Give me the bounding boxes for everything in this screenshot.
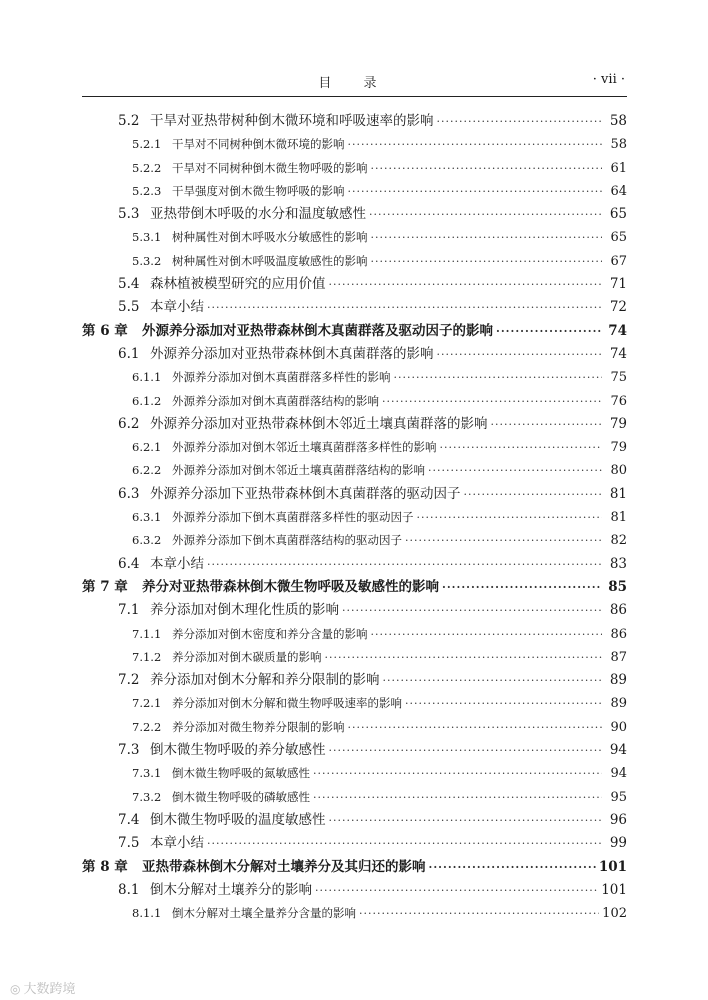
entry-title: 倒木分解对土壤养分的影响: [150, 881, 312, 898]
entry-page-number: 65: [609, 206, 627, 223]
entry-title: 外源养分添加对倒木真菌群落结构的影响: [172, 393, 379, 408]
entry-page-number: 79: [610, 440, 627, 456]
dot-leader: [329, 739, 603, 762]
entry-number: 7.2.2: [132, 719, 162, 734]
entry-page-number: 96: [609, 811, 627, 828]
entry-page-number: 61: [610, 160, 627, 176]
entry-number: 第 7 章: [82, 578, 128, 595]
dot-leader: [442, 576, 602, 599]
entry-number: 6.2.2: [132, 463, 162, 478]
entry-page-number: 86: [610, 626, 627, 642]
page-number-label: · vii ·: [592, 72, 625, 87]
entry-title: 倒木微生物呼吸的养分敏感性: [150, 742, 326, 759]
dot-leader: [496, 320, 602, 343]
dot-leader: [329, 273, 603, 296]
dot-leader: [428, 459, 602, 482]
toc-entry[interactable]: [82, 390, 627, 413]
entry-page-number: 58: [610, 137, 627, 153]
toc-entry[interactable]: [82, 646, 627, 669]
entry-number: 5.3.2: [132, 253, 162, 268]
entry-number: 第 8 章: [82, 858, 128, 875]
toc-entry[interactable]: [82, 273, 627, 296]
entry-number: 5.3: [118, 206, 140, 223]
dot-leader: [371, 250, 603, 273]
entry-number: 6.1: [118, 345, 140, 362]
toc-chapter-entry[interactable]: [82, 856, 627, 879]
toc-entry[interactable]: [82, 762, 627, 785]
entry-title: 养分添加对倒木碳质量的影响: [172, 649, 322, 664]
toc-entry[interactable]: [82, 623, 627, 646]
dot-leader: [348, 180, 603, 203]
dot-leader: [329, 809, 603, 832]
entry-title: 森林植被模型研究的应用价值: [150, 276, 326, 293]
entry-page-number: 99: [609, 835, 627, 852]
entry-number: 6.3.2: [132, 533, 162, 548]
entry-page-number: 79: [609, 415, 627, 432]
weibo-icon: ◎: [10, 982, 21, 996]
dot-leader: [371, 226, 603, 249]
toc-entry[interactable]: [82, 692, 627, 715]
dot-leader: [417, 506, 603, 529]
dot-leader: [315, 879, 598, 902]
entry-title: 外源养分添加对亚热带森林倒木邻近土壤真菌群落的影响: [150, 415, 488, 432]
dot-leader: [348, 716, 603, 739]
toc-entry[interactable]: [82, 133, 627, 156]
toc-chapter-entry[interactable]: [82, 320, 627, 343]
toc-entry[interactable]: [82, 832, 627, 855]
entry-title: 养分添加对倒木密度和养分含量的影响: [172, 626, 368, 641]
entry-page-number: 67: [610, 253, 627, 269]
dot-leader: [437, 343, 603, 366]
entry-number: 5.2.3: [132, 183, 162, 198]
toc-entry[interactable]: [82, 529, 627, 552]
dot-leader: [348, 133, 603, 156]
entry-number: 6.2.1: [132, 440, 162, 455]
entry-title: 干旱强度对倒木微生物呼吸的影响: [172, 183, 345, 198]
entry-title: 树种属性对倒木呼吸温度敏感性的影响: [172, 253, 368, 268]
dot-leader: [313, 786, 602, 809]
dot-leader: [429, 856, 596, 879]
entry-number: 7.2.1: [132, 696, 162, 711]
dot-leader: [207, 296, 602, 319]
entry-number: 7.5: [118, 835, 140, 852]
toc-entry[interactable]: [82, 157, 627, 180]
entry-title: 外源养分添加对亚热带森林倒木真菌群落的影响: [150, 345, 434, 362]
entry-page-number: 81: [610, 510, 627, 526]
entry-number: 7.3.1: [132, 766, 162, 781]
entry-number: 6.1.1: [132, 370, 162, 385]
entry-number: 7.3.2: [132, 789, 162, 804]
entry-number: 5.2: [118, 113, 140, 129]
entry-number: 6.2: [118, 415, 140, 432]
table-of-contents: [82, 110, 627, 925]
entry-page-number: 72: [609, 299, 627, 316]
entry-title: 树种属性对倒木呼吸水分敏感性的影响: [172, 230, 368, 245]
entry-page-number: 65: [610, 230, 627, 246]
dot-leader: [383, 669, 603, 692]
dot-leader: [437, 110, 603, 133]
entry-title: 本章小结: [150, 555, 204, 572]
entry-number: 7.4: [118, 811, 140, 828]
toc-chapter-entry[interactable]: [82, 576, 627, 599]
dot-leader: [405, 692, 602, 715]
entry-page-number: 76: [610, 393, 627, 409]
entry-title: 倒木分解对土壤全量养分含量的影响: [172, 906, 356, 921]
entry-number: 5.4: [118, 276, 140, 293]
entry-title: 亚热带森林倒木分解对土壤养分及其归还的影响: [142, 858, 426, 875]
entry-title: 外源养分添加下倒木真菌群落多样性的驱动因子: [172, 510, 414, 525]
entry-page-number: 89: [610, 696, 627, 712]
page-title: 目 录: [318, 76, 391, 91]
toc-entry[interactable]: [82, 250, 627, 273]
entry-page-number: 95: [610, 789, 627, 805]
entry-title: 外源养分添加对倒木邻近土壤真菌群落结构的影响: [172, 463, 425, 478]
entry-page-number: 75: [610, 370, 627, 386]
entry-title: 干旱对不同树种倒木微生物呼吸的影响: [172, 160, 368, 175]
toc-entry[interactable]: [82, 716, 627, 739]
entry-page-number: 58: [609, 113, 627, 129]
header-divider: [82, 96, 627, 97]
entry-page-number: 82: [610, 533, 627, 549]
watermark-text: 大数跨境: [23, 982, 76, 997]
entry-page-number: 87: [610, 649, 627, 665]
dot-leader: [394, 366, 603, 389]
dot-leader: [325, 646, 603, 669]
entry-number: 8.1: [118, 881, 140, 898]
entry-page-number: 102: [602, 906, 627, 922]
toc-entry[interactable]: [82, 599, 627, 622]
dot-leader: [371, 157, 603, 180]
dot-leader: [371, 623, 603, 646]
toc-entry[interactable]: [82, 506, 627, 529]
entry-number: 7.1.2: [132, 649, 162, 664]
entry-number: 6.1.2: [132, 393, 162, 408]
toc-entry[interactable]: [82, 366, 627, 389]
entry-number: 8.1.1: [132, 906, 162, 921]
toc-entry[interactable]: [82, 553, 627, 576]
toc-entry[interactable]: [82, 343, 627, 366]
watermark: [10, 978, 76, 997]
toc-entry[interactable]: [82, 296, 627, 319]
toc-entry[interactable]: [82, 739, 627, 762]
entry-page-number: 86: [609, 602, 627, 619]
dot-leader: [405, 529, 602, 552]
entry-page-number: 85: [608, 578, 627, 595]
dot-leader: [313, 762, 602, 785]
toc-entry[interactable]: [82, 459, 627, 482]
entry-number: 第 6 章: [82, 322, 128, 339]
dot-leader: [369, 203, 602, 226]
toc-entry[interactable]: [82, 436, 627, 459]
entry-title: 外源养分添加对倒木邻近土壤真菌群落多样性的影响: [172, 440, 437, 455]
entry-number: 7.1: [118, 602, 140, 619]
entry-title: 干旱对不同树种倒木微环境的影响: [172, 137, 345, 152]
entry-title: 本章小结: [150, 299, 204, 316]
entry-page-number: 64: [610, 183, 627, 199]
entry-page-number: 80: [610, 463, 627, 479]
toc-entry[interactable]: [82, 226, 627, 249]
dot-leader: [207, 832, 602, 855]
toc-entry[interactable]: [82, 879, 627, 902]
entry-number: 6.3: [118, 485, 140, 502]
entry-title: 养分添加对倒木理化性质的影响: [150, 602, 339, 619]
entry-number: 7.2: [118, 672, 140, 689]
entry-number: 5.2.2: [132, 160, 162, 175]
dot-leader: [491, 413, 603, 436]
running-header: [82, 68, 627, 94]
entry-page-number: 89: [609, 672, 627, 689]
entry-title: 本章小结: [150, 835, 204, 852]
entry-title: 外源养分添加对倒木真菌群落多样性的影响: [172, 370, 391, 385]
toc-entry[interactable]: [82, 809, 627, 832]
entry-page-number: 101: [601, 881, 627, 898]
entry-title: 养分添加对倒木分解和养分限制的影响: [150, 672, 380, 689]
entry-title: 外源养分添加下亚热带森林倒木真菌群落的驱动因子: [150, 485, 461, 502]
entry-page-number: 101: [598, 858, 627, 875]
entry-number: 6.3.1: [132, 510, 162, 525]
dot-leader: [440, 436, 603, 459]
entry-number: 7.1.1: [132, 626, 162, 641]
dot-leader: [342, 599, 602, 622]
entry-page-number: 81: [609, 485, 627, 502]
entry-page-number: 71: [609, 276, 627, 293]
toc-entry[interactable]: [82, 203, 627, 226]
entry-page-number: 94: [609, 742, 627, 759]
toc-entry[interactable]: [82, 669, 627, 692]
entry-number: 5.2.1: [132, 137, 162, 152]
toc-entry[interactable]: [82, 413, 627, 436]
entry-number: 6.4: [118, 555, 140, 572]
entry-title: 倒木微生物呼吸的温度敏感性: [150, 811, 326, 828]
toc-entry[interactable]: [82, 786, 627, 809]
entry-title: 养分添加对微生物养分限制的影响: [172, 719, 345, 734]
toc-entry[interactable]: [82, 110, 627, 133]
entry-page-number: 90: [610, 719, 627, 735]
dot-leader: [382, 390, 602, 413]
entry-number: 5.5: [118, 299, 140, 316]
toc-entry[interactable]: [82, 902, 627, 925]
entry-title: 养分对亚热带森林倒木微生物呼吸及敏感性的影响: [142, 578, 439, 595]
entry-page-number: 74: [608, 322, 627, 339]
entry-title: 干旱对亚热带树种倒木微环境和呼吸速率的影响: [150, 113, 434, 129]
entry-title: 养分添加对倒木分解和微生物呼吸速率的影响: [172, 696, 402, 711]
toc-entry[interactable]: [82, 483, 627, 506]
entry-title: 外源养分添加下倒木真菌群落结构的驱动因子: [172, 533, 402, 548]
entry-title: 倒木微生物呼吸的磷敏感性: [172, 789, 310, 804]
entry-page-number: 74: [609, 345, 627, 362]
entry-title: 倒木微生物呼吸的氮敏感性: [172, 766, 310, 781]
dot-leader: [464, 483, 603, 506]
entry-page-number: 94: [610, 766, 627, 782]
toc-entry[interactable]: [82, 180, 627, 203]
entry-title: 亚热带倒木呼吸的水分和温度敏感性: [150, 206, 366, 223]
dot-leader: [359, 902, 599, 925]
entry-page-number: 83: [609, 555, 627, 572]
entry-title: 外源养分添加对亚热带森林倒木真菌群落及驱动因子的影响: [142, 322, 493, 339]
dot-leader: [207, 553, 602, 576]
entry-number: 7.3: [118, 742, 140, 759]
entry-number: 5.3.1: [132, 230, 162, 245]
